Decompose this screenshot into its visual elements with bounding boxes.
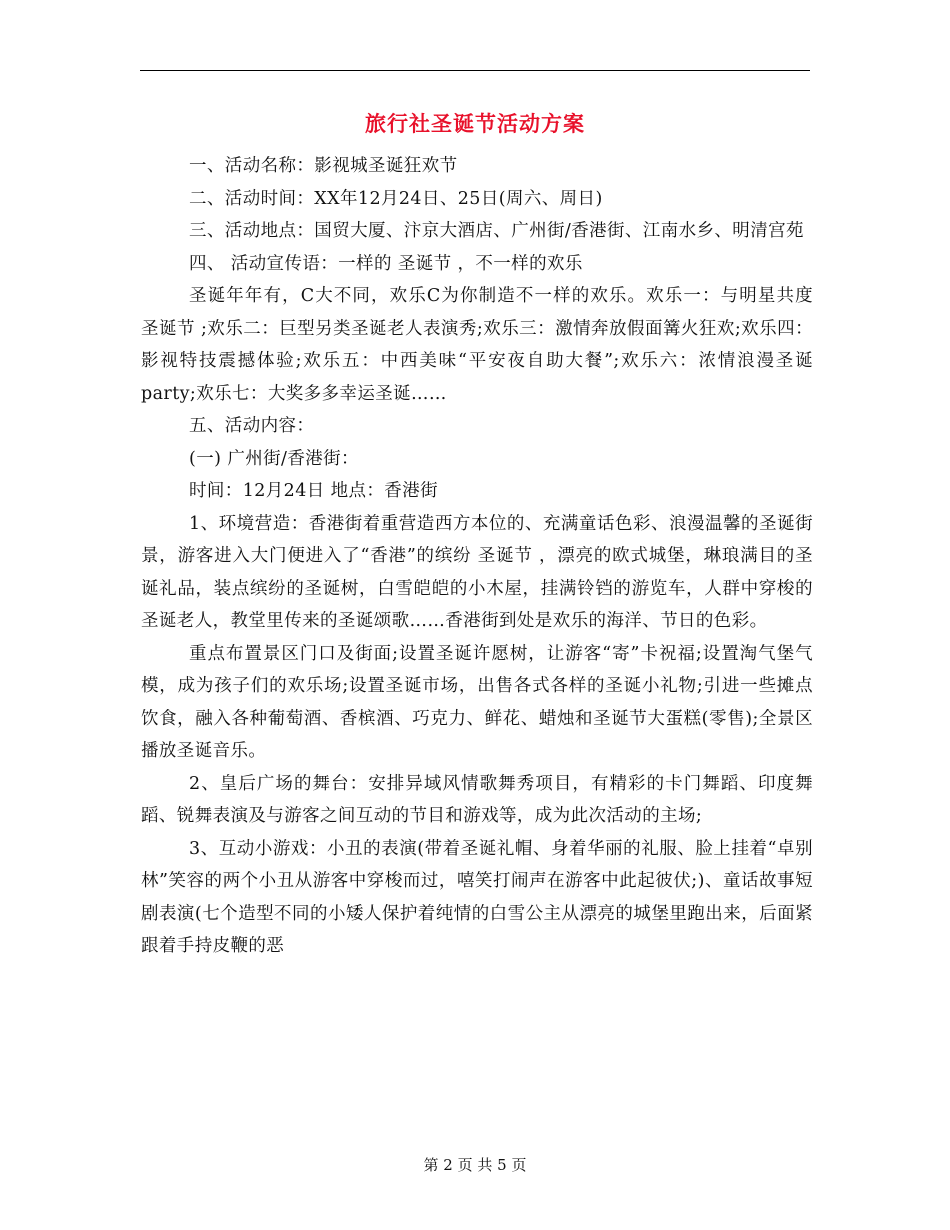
header-rule	[140, 70, 810, 71]
paragraph-environment: 1、环境营造：香港街着重营造西方本位的、充满童话色彩、浪漫温馨的圣诞街景，游客进入大门便进入了“香港”的缤纷 圣诞节 ，漂亮的欧式城堡，琳琅满目的圣诞礼品，装点缤纷的圣诞树，白雪皑皑的小木屋，挂满铃铛的游览车，人群中穿梭的圣诞老人，教堂里传来的圣诞颂歌……香港街到处是欢乐的海洋、节日的色彩。	[141, 513, 813, 631]
document-body	[141, 150, 813, 963]
paragraph-section-one: (一) 广州街/香港街：	[189, 448, 359, 469]
paragraph-activity-name: 一、活动名称：影视城圣诞狂欢节	[189, 156, 458, 176]
document-title: 旅行社圣诞节活动方案	[365, 112, 585, 136]
paragraph-time-place: 时间：12月24日 地点：香港街	[189, 481, 438, 501]
paragraph-slogan: 四、 活动宣传语：一样的 圣诞节 ，不一样的欢乐	[189, 253, 583, 274]
paragraph-highlights: 圣诞年年有，C大不同，欢乐C为你制造不一样的欢乐。欢乐一：与明星共度 圣诞节 ;欢乐二：巨型另类圣诞老人表演秀;欢乐三：激情奔放假面篝火狂欢;欢乐四：影视特技震撼体验;欢乐五：中西美味“平安夜自助大餐”;欢乐六：浓情浪漫圣诞party;欢乐七：大奖多多幸运圣诞……	[141, 286, 813, 404]
paragraph-activity-time: 二、活动时间：XX年12月24日、25日(周六、周日)	[189, 188, 603, 209]
paragraph-games: 3、互动小游戏：小丑的表演(带着圣诞礼帽、身着华丽的礼服、脸上挂着“卓别林”笑容的两个小丑从游客中穿梭而过，嘻笑打闹声在游客中此起彼伏;)、童话故事短剧表演(七个造型不同的小矮人保护着纯情的白雪公主从漂亮的城堡里跑出来，后面紧跟着手持皮鞭的恶	[141, 838, 813, 956]
paragraph-activity-location: 三、活动地点：国贸大厦、汴京大酒店、广州街/香港街、江南水乡、明清宫苑	[189, 221, 804, 241]
page-footer: 第 2 页 共 5 页	[423, 1156, 527, 1174]
paragraph-content-heading: 五、活动内容：	[189, 416, 315, 436]
paragraph-decoration: 重点布置景区门口及街面;设置圣诞许愿树，让游客“寄”卡祝福;设置淘气堡气模，成为孩子们的欢乐场;设置圣诞市场，出售各式各样的圣诞小礼物;引进一些摊点饮食，融入各种葡萄酒、香槟酒、巧克力、鲜花、蜡烛和圣诞节大蛋糕(零售);全景区播放圣诞音乐。	[141, 643, 813, 761]
paragraph-stage: 2、皇后广场的舞台：安排异域风情歌舞秀项目，有精彩的卡门舞蹈、印度舞蹈、锐舞表演及与游客之间互动的节目和游戏等，成为此次活动的主场;	[141, 773, 813, 826]
